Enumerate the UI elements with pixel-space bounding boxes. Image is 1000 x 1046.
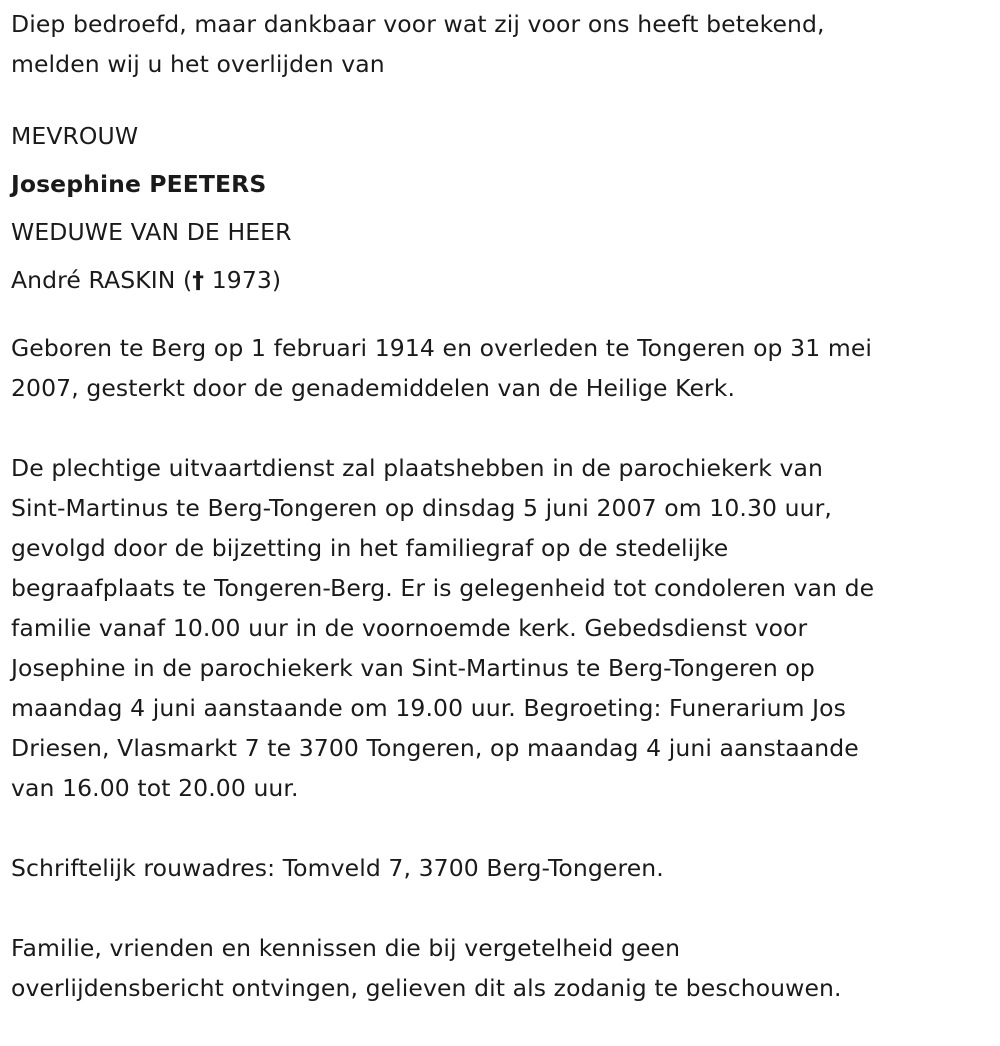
funeral-line: Josephine in de parochiekerk van Sint-Martinus te Berg-Tongeren op — [11, 654, 815, 682]
closing-paragraph — [11, 928, 992, 1008]
intro-line-2: melden wij u het overlijden van — [11, 50, 385, 78]
birth-death-line-2: 2007, gesterkt door de genademiddelen van de Heilige Kerk. — [11, 374, 736, 402]
funeral-line: familie vanaf 10.00 uur in de voornoemde kerk. Gebedsdienst voor — [11, 614, 808, 642]
funeral-line: Driesen, Vlasmarkt 7 te 3700 Tongeren, op maandag 4 juni aanstaande — [11, 734, 859, 762]
birth-death-line-1: Geboren te Berg op 1 februari 1914 en overleden te Tongeren op 31 mei — [11, 334, 873, 362]
closing-line-2: overlijdensbericht ontvingen, gelieven dit als zodanig te beschouwen. — [11, 974, 842, 1002]
address-paragraph — [11, 848, 992, 888]
funeral-line: De plechtige uitvaartdienst zal plaatshebben in de parochiekerk van — [11, 454, 823, 482]
mourning-address: Schriftelijk rouwadres: Tomveld 7, 3700 Berg-Tongeren. — [11, 854, 664, 882]
deceased-relation: WEDUWE VAN DE HEER — [11, 218, 292, 246]
deceased-name: Josephine PEETERS — [11, 170, 267, 198]
funeral-line: van 16.00 tot 20.00 uur. — [11, 774, 299, 802]
funeral-line: maandag 4 juni aanstaande om 19.00 uur. Begroeting: Funerarium Jos — [11, 694, 846, 722]
funeral-line: Sint-Martinus te Berg-Tongeren op dinsdag 5 juni 2007 om 10.30 uur, — [11, 494, 832, 522]
closing-line-1: Familie, vrienden en kennissen die bij vergetelheid geen — [11, 934, 681, 962]
spouse-line — [11, 256, 992, 304]
spouse-name: André RASKIN ( — [11, 266, 193, 294]
deceased-block — [11, 112, 992, 304]
cross-icon: † — [192, 266, 205, 294]
intro-line-1: Diep bedroefd, maar dankbaar voor wat zij voor ons heeft betekend, — [11, 10, 825, 38]
spouse-year: 1973) — [204, 266, 282, 294]
intro-paragraph — [11, 4, 992, 84]
funeral-line: gevolgd door de bijzetting in het familiegraf op de stedelijke — [11, 534, 729, 562]
birth-death-paragraph — [11, 328, 992, 408]
deceased-title: MEVROUW — [11, 122, 139, 150]
funeral-paragraph — [11, 448, 992, 808]
funeral-line: begraafplaats te Tongeren-Berg. Er is gelegenheid tot condoleren van de — [11, 574, 875, 602]
